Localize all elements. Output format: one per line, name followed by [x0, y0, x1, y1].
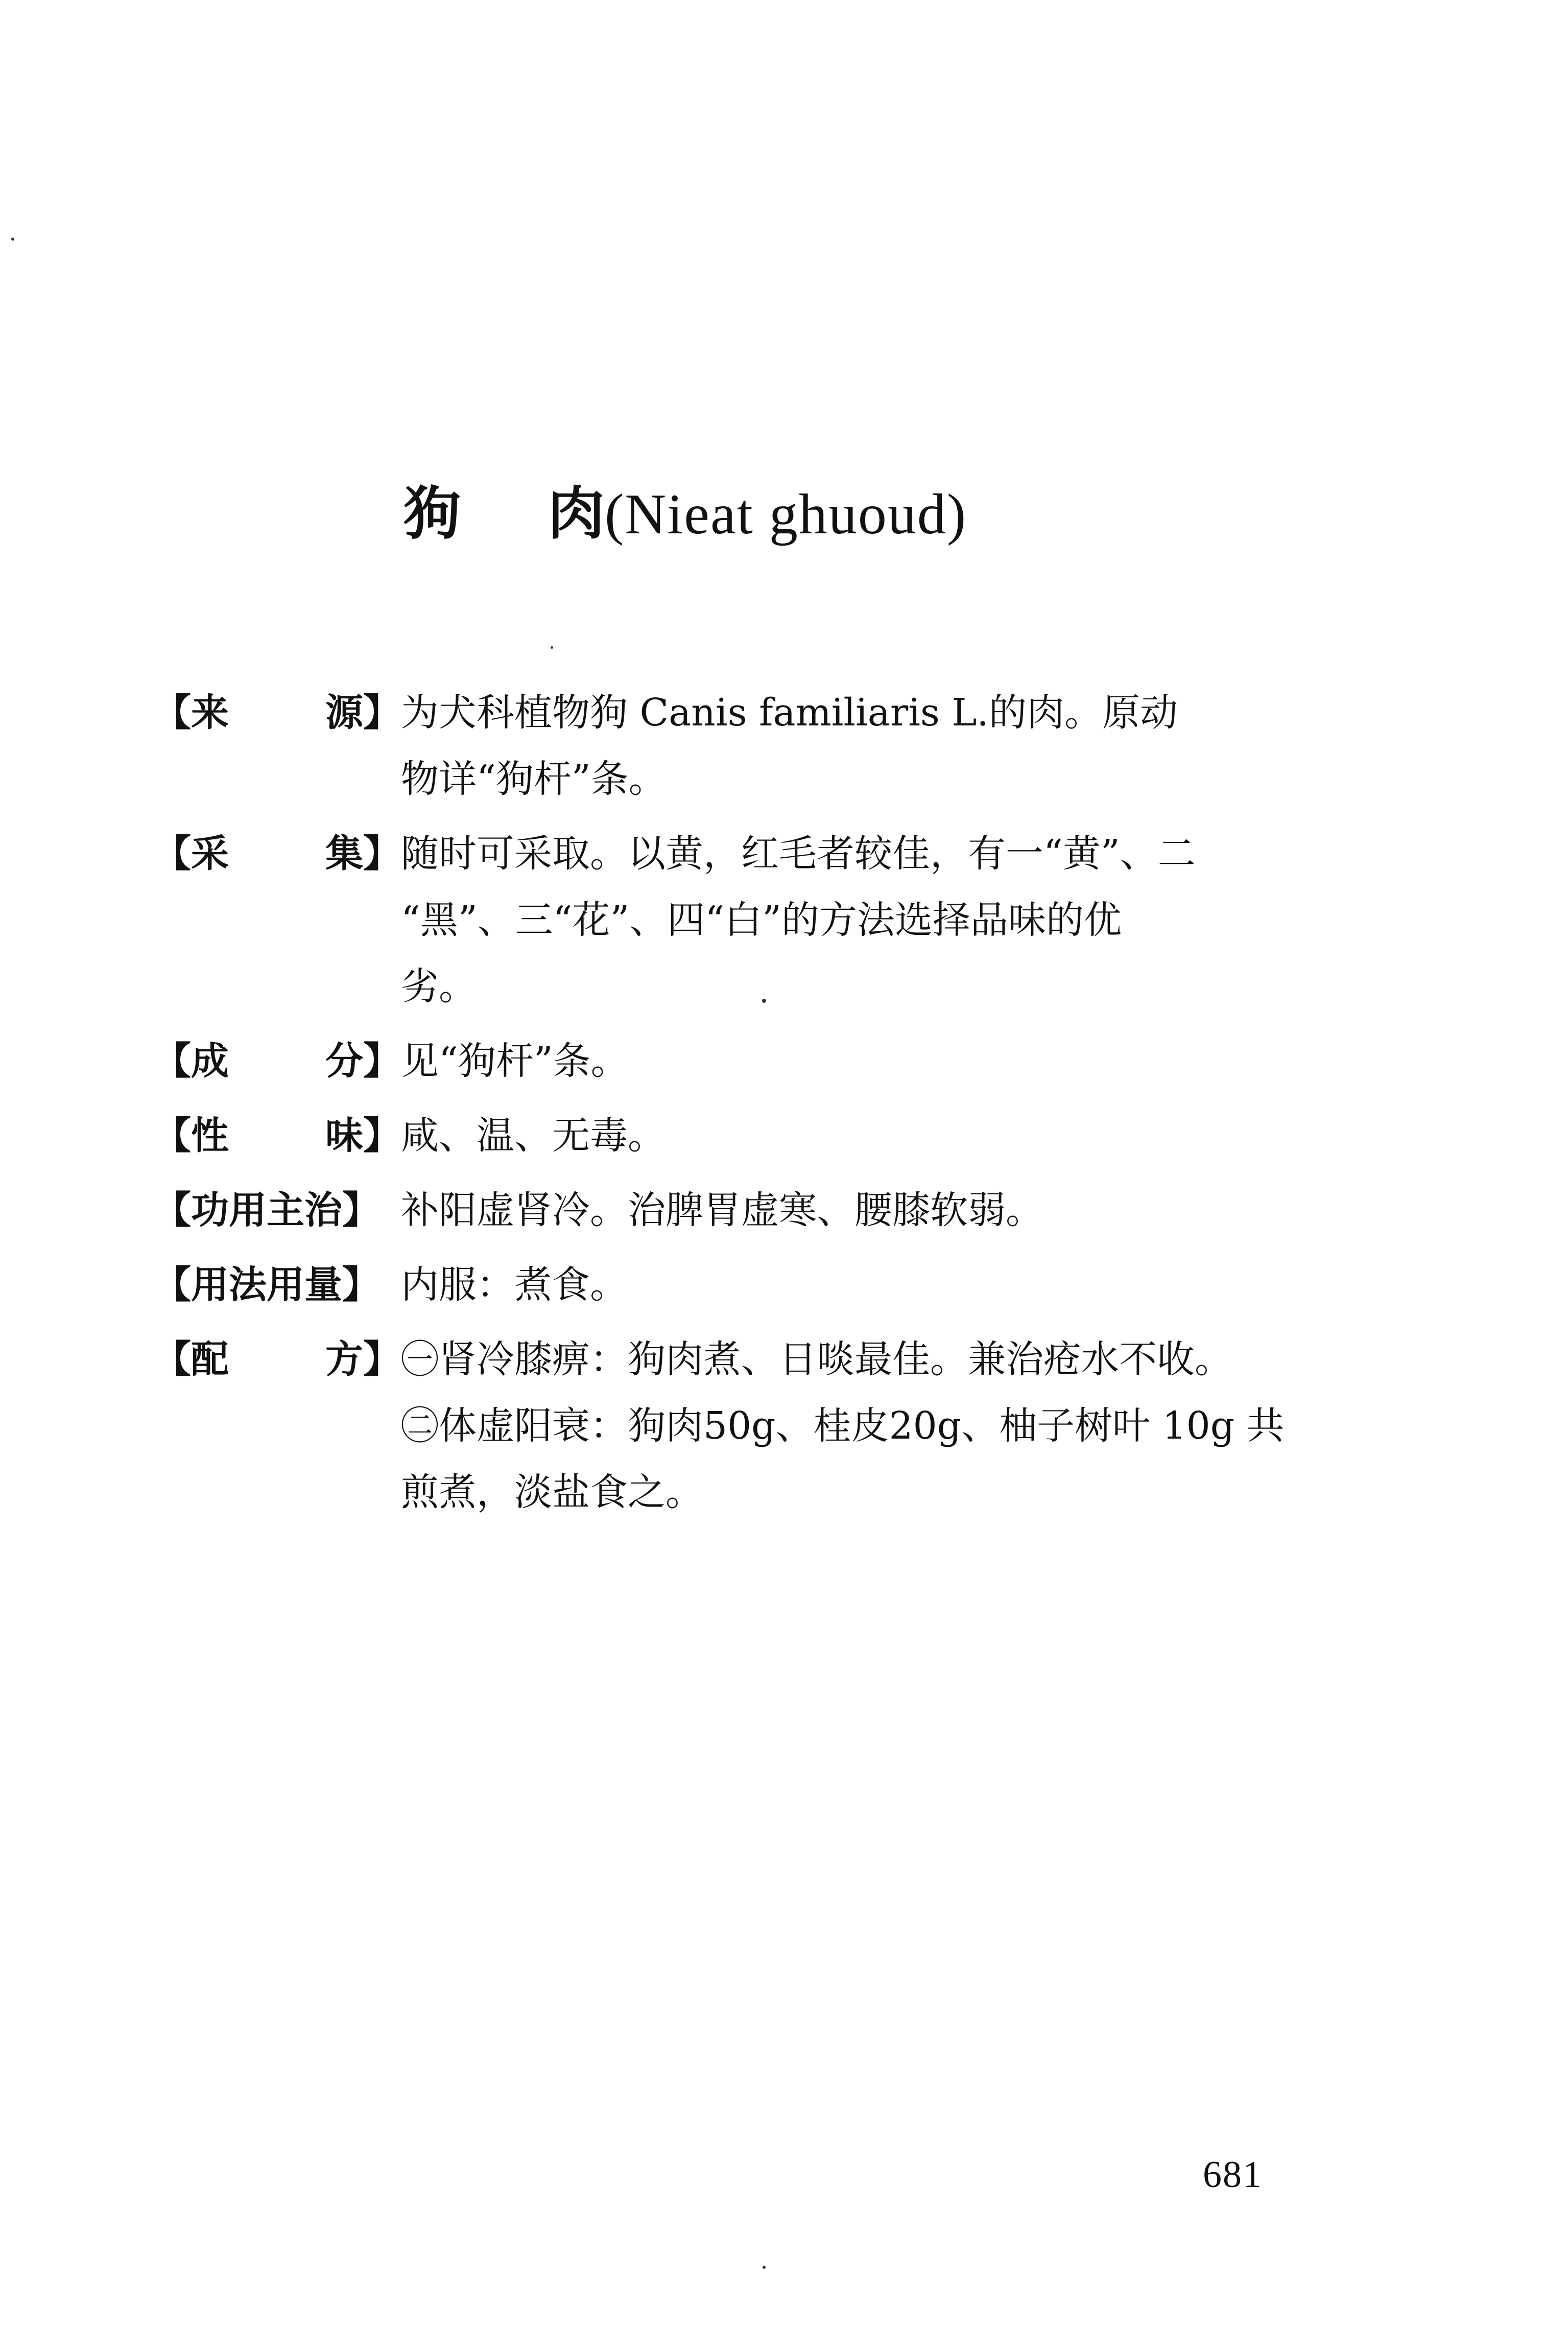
- entry-composition: [153, 1028, 1379, 1094]
- scan-speck: [551, 646, 553, 649]
- entry-label-part-1: 【成: [153, 1039, 229, 1083]
- entry-line: “黑”、三“花”、四“白”的方法选择品味的优: [401, 898, 1122, 942]
- page-number: 681: [1203, 2154, 1263, 2196]
- entry-label: [153, 679, 401, 746]
- entry-label: [153, 1028, 401, 1094]
- entry-label: [153, 1102, 401, 1169]
- entry-label-part-2: 味】: [325, 1114, 401, 1158]
- entry-label: [153, 1252, 401, 1318]
- entry-label: [153, 820, 401, 887]
- entry-line: ㊁体虚阳衰：狗肉50g、桂皮20g、柚子树叶 10g 共: [401, 1404, 1285, 1448]
- entry-label-part-2: 集】: [325, 832, 401, 876]
- entry-line: 劣。: [401, 965, 477, 1008]
- entry-line: 随时可采取。以黄，红毛者较佳，有一“黄”、二: [401, 832, 1196, 876]
- scan-speck: [11, 238, 14, 241]
- entry-label-part-1: 【性: [153, 1114, 229, 1158]
- entry-line: 咸、温、无毒。: [401, 1114, 666, 1158]
- entry-body: [401, 1326, 1379, 1525]
- page-title: [403, 481, 967, 547]
- entry-list: [153, 679, 1379, 1534]
- entry-label-part-1: 【采: [153, 832, 229, 876]
- entry-line: 补阳虚肾冷。治脾胃虚寒、腰膝软弱。: [401, 1188, 1043, 1232]
- entry-label-part-1: 【用法用量】: [153, 1263, 380, 1307]
- entry-collection: [153, 820, 1379, 1020]
- entry-nature-taste: [153, 1102, 1379, 1169]
- entry-label-part-2: 方】: [325, 1337, 401, 1381]
- title-romanized: (Nieat ghuoud): [605, 483, 967, 546]
- entry-source: [153, 679, 1379, 812]
- entry-label-part-1: 【来: [153, 691, 229, 735]
- entry-line: 煎煮，淡盐食之。: [401, 1470, 703, 1514]
- entry-label-part-2: 源】: [325, 691, 401, 735]
- entry-body: [401, 1028, 1379, 1094]
- entry-body: [401, 1102, 1379, 1169]
- entry-label-part-1: 【配: [153, 1337, 229, 1381]
- scan-speck: [762, 999, 766, 1003]
- entry-line: 内服：煮食。: [401, 1263, 628, 1307]
- scan-speck: [763, 2266, 766, 2269]
- entry-line: 物详“狗杆”条。: [401, 757, 667, 801]
- entry-usage-dosage: [153, 1252, 1379, 1318]
- title-chinese-2: 肉: [548, 481, 605, 547]
- entry-label-part-1: 【功用主治】: [153, 1188, 380, 1232]
- entry-indications: [153, 1177, 1379, 1243]
- entry-body: [401, 1252, 1379, 1318]
- entry-body: [401, 679, 1379, 812]
- entry-body: [401, 820, 1379, 1020]
- entry-label: [153, 1326, 401, 1393]
- entry-line: 为犬科植物狗 Canis familiaris L.的肉。原动: [401, 691, 1178, 735]
- entry-line: 见“狗杆”条。: [401, 1039, 629, 1083]
- entry-prescription: [153, 1326, 1379, 1525]
- entry-label-part-2: 分】: [325, 1039, 401, 1083]
- title-chinese-1: 狗: [403, 481, 461, 547]
- entry-body: [401, 1177, 1379, 1243]
- entry-line: ㊀肾冷膝痹：狗肉煮、日啖最佳。兼治疮水不收。: [401, 1337, 1232, 1381]
- entry-label: [153, 1177, 401, 1243]
